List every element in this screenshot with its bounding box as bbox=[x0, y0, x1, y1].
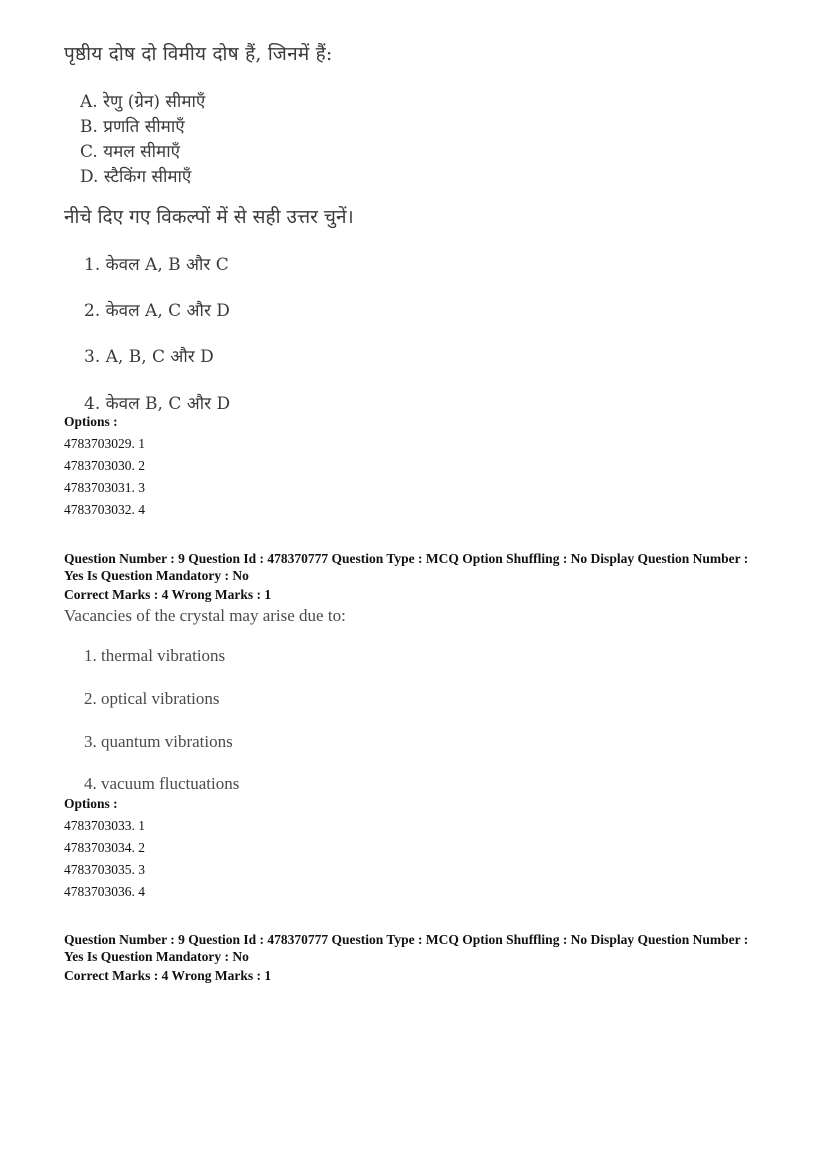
instruction-hindi: नीचे दिए गए विकल्पों में से सही उत्तर चुनें। bbox=[64, 206, 354, 228]
statement-d: D. स्टैकिंग सीमाएँ bbox=[80, 167, 192, 187]
question-meta: Question Number : 9 Question Id : 478370777 Question Type : MCQ Option Shuffling : No Display Question Number : Yes Is Question Mandatory : No bbox=[64, 551, 749, 583]
option-id: 4783703029. 1 bbox=[64, 436, 145, 451]
choice-2: 2. optical vibrations bbox=[84, 689, 220, 708]
option-id: 4783703034. 2 bbox=[64, 840, 145, 855]
statement-a: A. रेणु (ग्रेन) सीमाएँ bbox=[80, 92, 206, 112]
options-label: Options : bbox=[64, 796, 118, 811]
question-stem-hindi: पृष्ठीय दोष दो विमीय दोष हैं, जिनमें हैं: bbox=[64, 43, 333, 65]
choice-2: 2. केवल A, C और D bbox=[84, 301, 230, 321]
option-id: 4783703036. 4 bbox=[64, 884, 145, 899]
choice-1: 1. केवल A, B और C bbox=[84, 255, 229, 275]
marks-line: Correct Marks : 4 Wrong Marks : 1 bbox=[64, 587, 272, 602]
question-stem: Vacancies of the crystal may arise due to: bbox=[64, 606, 346, 625]
statement-c: C. यमल सीमाएँ bbox=[80, 142, 181, 162]
option-id: 4783703030. 2 bbox=[64, 458, 145, 473]
option-id: 4783703031. 3 bbox=[64, 480, 145, 495]
option-id: 4783703032. 4 bbox=[64, 502, 145, 517]
choice-4: 4. केवल B, C और D bbox=[84, 394, 231, 414]
options-label: Options : bbox=[64, 414, 118, 429]
choice-3: 3. quantum vibrations bbox=[84, 732, 233, 751]
choice-1: 1. thermal vibrations bbox=[84, 646, 226, 665]
option-id: 4783703033. 1 bbox=[64, 818, 145, 833]
choice-3: 3. A, B, C और D bbox=[84, 347, 214, 367]
marks-line: Correct Marks : 4 Wrong Marks : 1 bbox=[64, 968, 272, 983]
option-id: 4783703035. 3 bbox=[64, 862, 145, 877]
question-meta: Question Number : 9 Question Id : 478370777 Question Type : MCQ Option Shuffling : No Display Question Number : Yes Is Question Mandatory : No bbox=[64, 932, 749, 964]
choice-4: 4. vacuum fluctuations bbox=[84, 774, 240, 793]
statement-b: B. प्रणति सीमाएँ bbox=[80, 117, 185, 137]
